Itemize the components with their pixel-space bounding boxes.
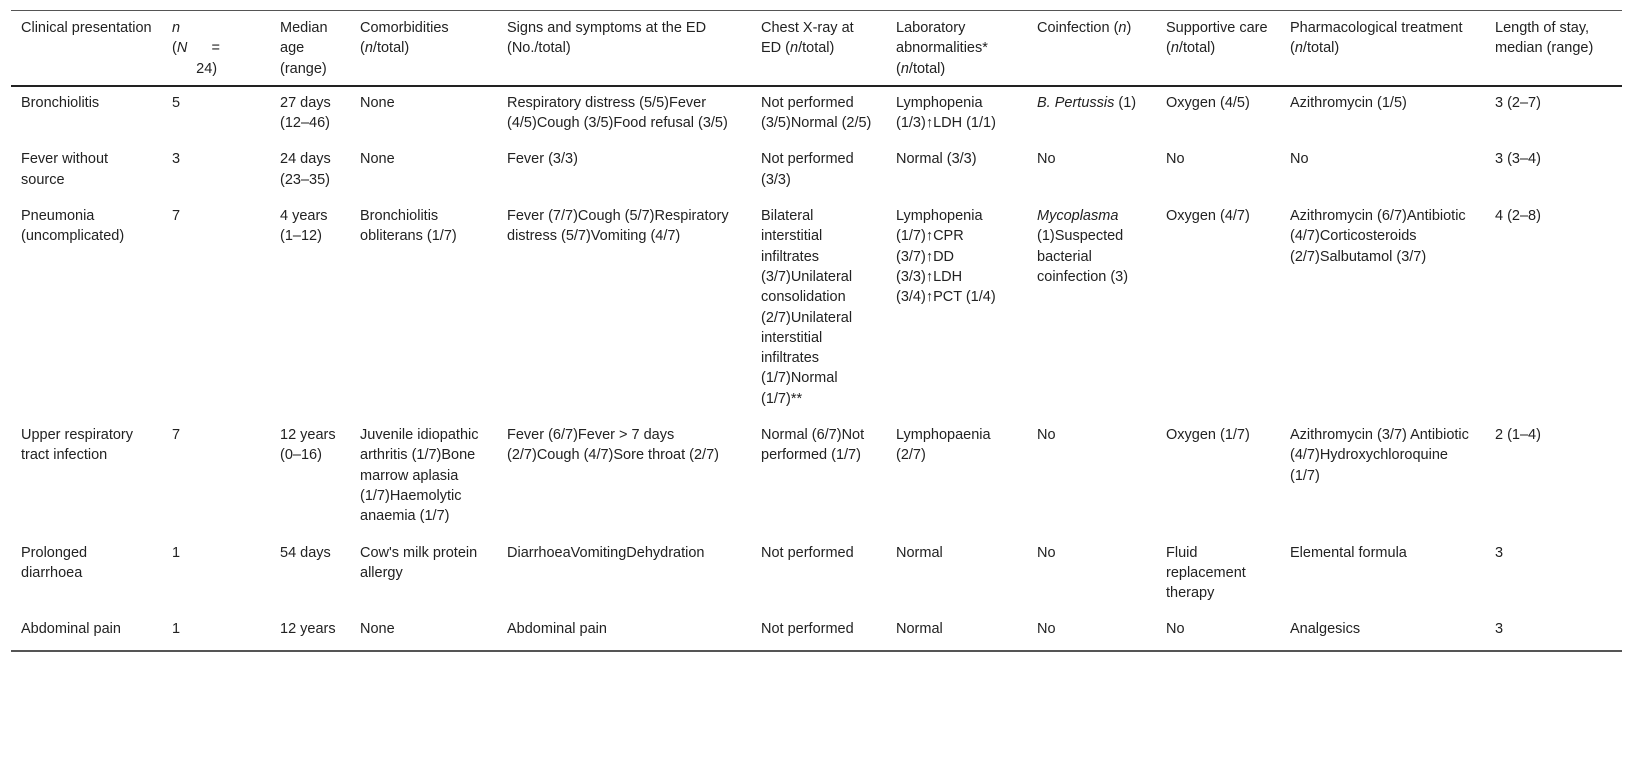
- cell-los: 3: [1495, 544, 1504, 561]
- cell-support: Oxygen (1/7): [1166, 427, 1250, 444]
- cell-support: No: [1166, 151, 1185, 168]
- cell-comorbidities: Bronchiolitis obliterans (1/7): [360, 208, 457, 245]
- cell-pharma: Azithromycin (3/7) Antibiotic (4/7)Hydroxychloroquine (1/7): [1290, 427, 1469, 484]
- cell-n: 3: [172, 151, 181, 168]
- cell-clinical: Prolonged diarrhoea: [21, 544, 88, 581]
- cell-clinical: Upper respiratory tract infection: [21, 427, 134, 464]
- cell-xray: Not performed: [761, 544, 854, 561]
- cell-lab: Normal: [896, 544, 943, 561]
- table-row: [11, 200, 1622, 419]
- cell-lab: Lymphopenia (1/3)↑LDH (1/1): [896, 94, 996, 132]
- header-chest-xray: Chest X-ray at ED (n/total): [761, 20, 854, 57]
- header-length-of-stay: Length of stay, median (range): [1495, 20, 1594, 57]
- cell-age: 27 days (12–46): [280, 94, 331, 132]
- cell-xray: Normal (6/7)Not performed (1/7): [761, 427, 865, 464]
- header-signs-symptoms: Signs and symptoms at the ED (No./total): [507, 20, 707, 57]
- cell-pharma: No: [1290, 151, 1309, 168]
- cell-coinfection: No: [1037, 151, 1056, 168]
- cell-age: 54 days: [280, 544, 331, 561]
- cell-support: No: [1166, 621, 1185, 638]
- cell-n: 1: [172, 544, 181, 561]
- cell-coinfection: Mycoplasma (1)Suspected bacterial coinfection (3): [1037, 208, 1129, 285]
- table-row: [11, 86, 1622, 144]
- cell-xray: Not performed: [761, 621, 854, 638]
- cell-los: 2 (1–4): [1495, 427, 1541, 444]
- cell-lab: Lymphopaenia (2/7): [896, 427, 991, 464]
- cell-support: Oxygen (4/5): [1166, 94, 1250, 111]
- cell-los: 3: [1495, 621, 1504, 638]
- table-container: [11, 10, 1622, 652]
- cell-los: 4 (2–8): [1495, 208, 1541, 225]
- cell-pharma: Analgesics: [1290, 621, 1361, 638]
- header-n: n (N = 24): [172, 20, 220, 77]
- cell-lab: Normal: [896, 621, 943, 638]
- cell-los: 3 (2–7): [1495, 94, 1541, 111]
- table-row: [11, 613, 1622, 650]
- cell-lab: Normal (3/3): [896, 151, 977, 168]
- cell-comorbidities: None: [360, 621, 395, 638]
- clinical-table: [11, 10, 1622, 652]
- cell-age: 24 days (23–35): [280, 151, 331, 188]
- cell-lab: Lymphopenia (1/7)↑CPR (3/7)↑DD (3/3)↑LDH (3/4)↑PCT (1/4): [896, 208, 996, 306]
- header-coinfection: Coinfection (n): [1037, 20, 1132, 36]
- cell-coinfection: No: [1037, 427, 1056, 444]
- cell-xray: Not performed (3/5)Normal (2/5): [761, 94, 872, 132]
- cell-clinical: Bronchiolitis: [21, 94, 100, 111]
- cell-clinical: Fever without source: [21, 151, 109, 188]
- cell-support: Fluid replacement therapy: [1166, 544, 1246, 602]
- cell-signs: Respiratory distress (5/5)Fever (4/5)Cough (3/5)Food refusal (3/5): [507, 94, 728, 132]
- header-pharmacological: Pharmacological treatment (n/total): [1290, 20, 1463, 57]
- header-row: [11, 11, 1622, 86]
- cell-comorbidities: None: [360, 151, 395, 168]
- cell-signs: Fever (3/3): [507, 151, 578, 168]
- cell-n: 7: [172, 427, 181, 444]
- cell-comorbidities: Cow's milk protein allergy: [360, 544, 478, 581]
- cell-coinfection: No: [1037, 544, 1056, 561]
- cell-coinfection: No: [1037, 621, 1056, 638]
- header-median-age: Median age (range): [280, 20, 328, 77]
- header-laboratory: Laboratory abnormalities* (n/total): [896, 20, 988, 77]
- cell-clinical: Abdominal pain: [21, 621, 121, 638]
- cell-n: 7: [172, 208, 181, 225]
- cell-pharma: Azithromycin (1/5): [1290, 94, 1407, 111]
- cell-age: 12 years (0–16): [280, 427, 336, 464]
- cell-pharma: Azithromycin (6/7)Antibiotic (4/7)Corticosteroids (2/7)Salbutamol (3/7): [1290, 208, 1466, 265]
- header-supportive-care: Supportive care (n/total): [1166, 20, 1268, 57]
- cell-signs: DiarrhoeaVomitingDehydration: [507, 544, 705, 561]
- cell-age: 4 years (1–12): [280, 208, 328, 245]
- cell-comorbidities: None: [360, 94, 395, 111]
- cell-clinical: Pneumonia (uncomplicated): [21, 208, 125, 245]
- cell-signs: Fever (7/7)Cough (5/7)Respiratory distress (5/7)Vomiting (4/7): [507, 208, 729, 245]
- cell-los: 3 (3–4): [1495, 151, 1541, 168]
- cell-support: Oxygen (4/7): [1166, 208, 1250, 225]
- cell-n: 5: [172, 94, 181, 111]
- cell-n: 1: [172, 621, 181, 638]
- table-row: [11, 419, 1622, 536]
- cell-coinfection: B. Pertussis (1): [1037, 94, 1137, 111]
- cell-pharma: Elemental formula: [1290, 544, 1407, 561]
- cell-xray: Bilateral interstitial infiltrates (3/7)Unilateral consolidation (2/7)Unilateral interstitial infiltrates (1/7)Normal (1/7)**: [761, 208, 853, 407]
- cell-xray: Not performed (3/3): [761, 151, 854, 188]
- header-clinical-presentation: Clinical presentation: [21, 20, 152, 36]
- cell-age: 12 years: [280, 621, 336, 638]
- cell-comorbidities: Juvenile idiopathic arthritis (1/7)Bone marrow aplasia (1/7)Haemolytic anaemia (1/7): [360, 427, 479, 525]
- table-row: [11, 537, 1622, 614]
- header-comorbidities: Comorbidities (n/total): [360, 20, 449, 57]
- cell-signs: Fever (6/7)Fever > 7 days (2/7)Cough (4/7)Sore throat (2/7): [507, 427, 719, 464]
- table-row: [11, 143, 1622, 200]
- cell-signs: Abdominal pain: [507, 621, 607, 638]
